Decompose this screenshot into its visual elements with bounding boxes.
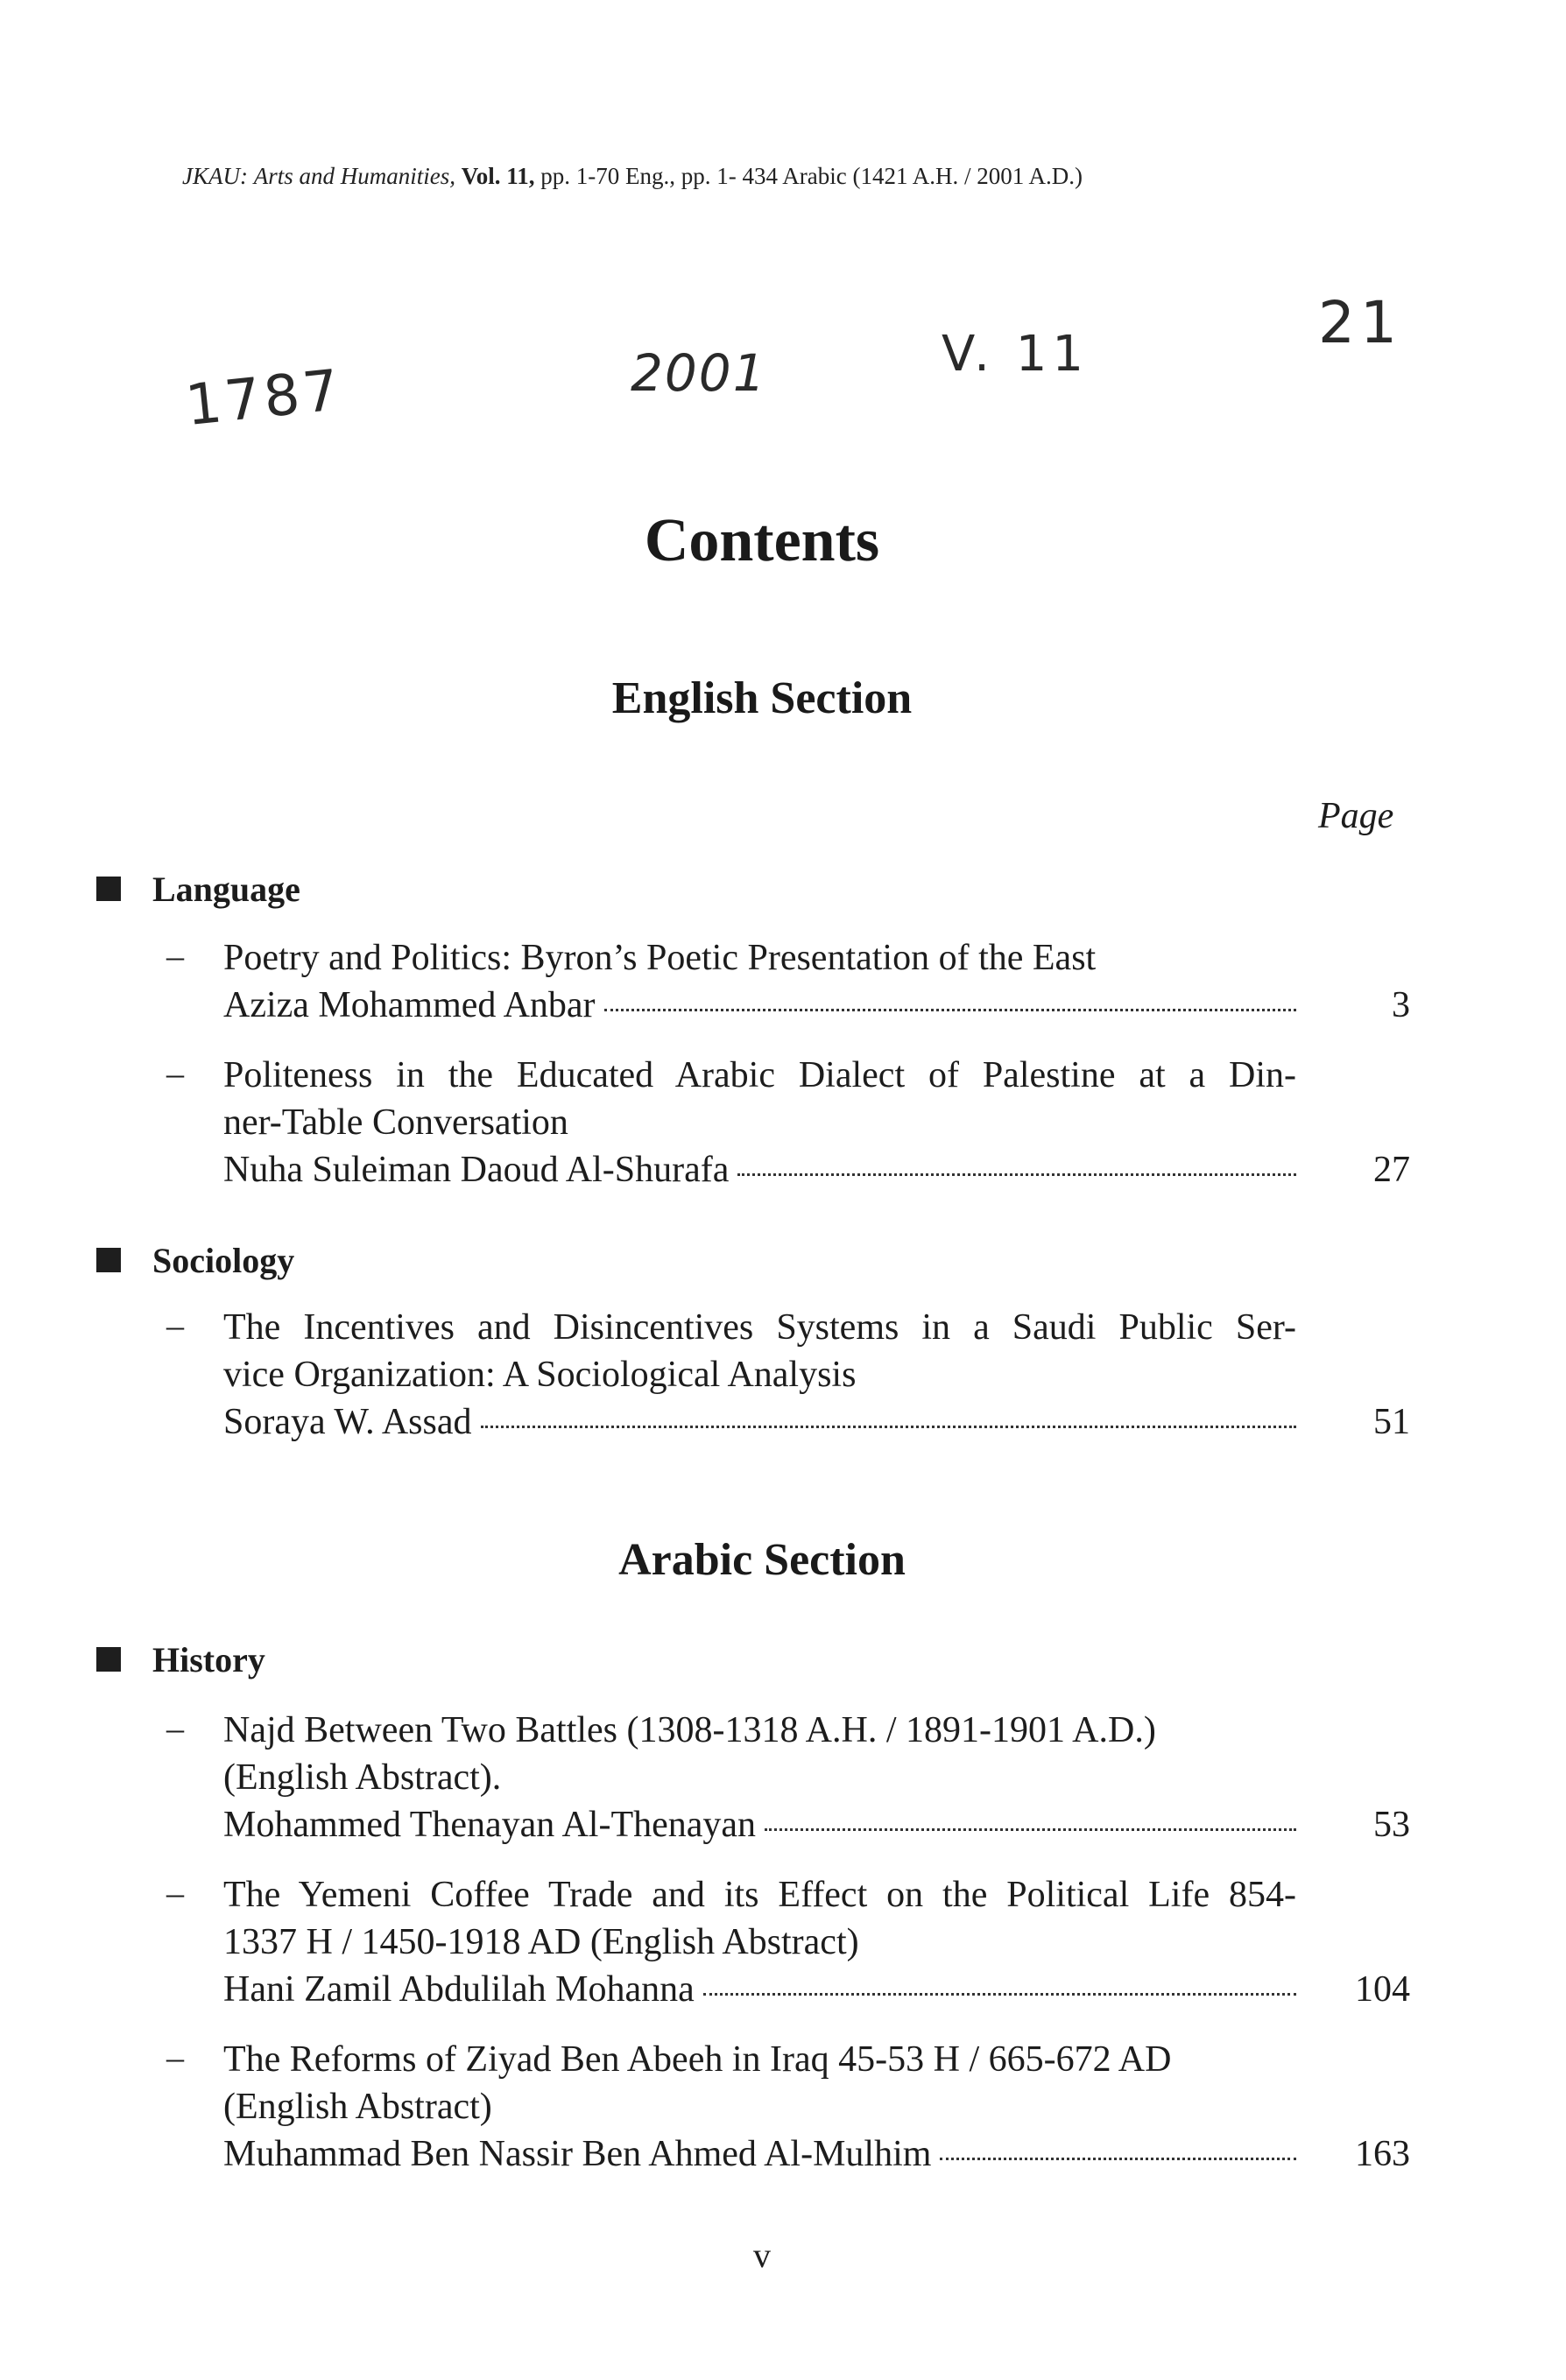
journal-pages: pp. 1-70 Eng., pp. 1- 434 Arabic (1421 A.H. / 2001 A.D.) [540,163,1083,189]
entry-title: The Yemeni Coffee Trade and its Effect on the Political Life 854- [223,1875,1296,1915]
entry-author-row [223,1399,1296,1445]
entry-author: Muhammad Ben Nassir Ben Ahmed Al-Mulhim [223,2134,932,2174]
entry-title-continued: (English Abstract). [223,1757,502,1798]
journal-header [182,163,1083,190]
entry-title: Poetry and Politics: Byron’s Poetic Presentation of the East [223,938,1097,978]
dot-leader [481,1426,1297,1428]
handwritten-copy: 21 [1318,289,1402,356]
dash-icon: – [166,1708,184,1748]
entry-title: Politeness in the Educated Arabic Dialect of Palestine at a Din- [223,1055,1296,1095]
dot-leader [604,1009,1296,1011]
entry-title: The Reforms of Ziyad Ben Abeeh in Iraq 45-53 H / 665-672 AD [223,2039,1172,2080]
page-column-label: Page [1318,796,1394,836]
handwritten-number: 1787 [182,357,346,440]
page-title: Contents [644,507,880,574]
entry-title-continued: ner-Table Conversation [223,1102,568,1143]
journal-subtitle: Arts and Humanities, [253,163,455,189]
journal-name: JKAU: [182,163,248,189]
category-label: Language [152,869,300,909]
dot-leader [940,2158,1296,2160]
dash-icon: – [166,1053,184,1093]
entry-page-number: 53 [1373,1805,1410,1845]
entry-author: Aziza Mohammed Anbar [223,985,596,1025]
entry-title: Najd Between Two Battles (1308-1318 A.H. / 1891-1901 A.D.) [223,1710,1156,1750]
dash-icon: – [166,936,184,975]
entry-page-number: 27 [1373,1150,1410,1190]
square-bullet-icon [96,877,121,901]
category-sociology [96,1238,294,1282]
dot-leader [703,1993,1296,1996]
entry-page-number: 3 [1392,985,1410,1025]
entry-author: Nuha Suleiman Daoud Al-Shurafa [223,1150,730,1190]
entry-title-continued: (English Abstract) [223,2087,492,2127]
entry-author: Mohammed Thenayan Al-Thenayan [223,1805,757,1845]
category-language [96,867,300,911]
entry-author-row [223,2131,1296,2177]
entry-page-number: 51 [1373,1402,1410,1442]
entry-title-continued: vice Organization: A Sociological Analysis [223,1355,857,1395]
entry-title: The Incentives and Disincentives Systems in a Saudi Public Ser- [223,1307,1296,1348]
entry-page-number: 104 [1355,1969,1410,2010]
arabic-section-title: Arabic Section [618,1535,906,1585]
category-history [96,1637,265,1681]
dash-icon: – [166,1873,184,1912]
entry-author-row [223,982,1296,1028]
dash-icon: – [166,2038,184,2077]
square-bullet-icon [96,1647,121,1672]
page-number-footer: v [753,2236,771,2275]
dot-leader [737,1173,1296,1176]
handwritten-year: 2001 [631,343,767,403]
entry-author: Hani Zamil Abdulilah Mohanna [223,1969,695,2010]
entry-author-row [223,1147,1296,1193]
entry-title-continued: 1337 H / 1450-1918 AD (English Abstract) [223,1922,859,1962]
handwritten-volume: V. 11 [942,326,1089,383]
journal-volume: Vol. 11, [461,163,535,189]
dash-icon: – [166,1306,184,1345]
category-label: Sociology [152,1240,295,1280]
entry-author-row [223,1802,1296,1848]
dot-leader [765,1828,1296,1831]
entry-page-number: 163 [1355,2134,1410,2174]
category-label: History [152,1639,265,1679]
english-section-title: English Section [611,673,913,723]
entry-author: Soraya W. Assad [223,1402,472,1442]
entry-author-row [223,1967,1296,2012]
square-bullet-icon [96,1248,121,1272]
